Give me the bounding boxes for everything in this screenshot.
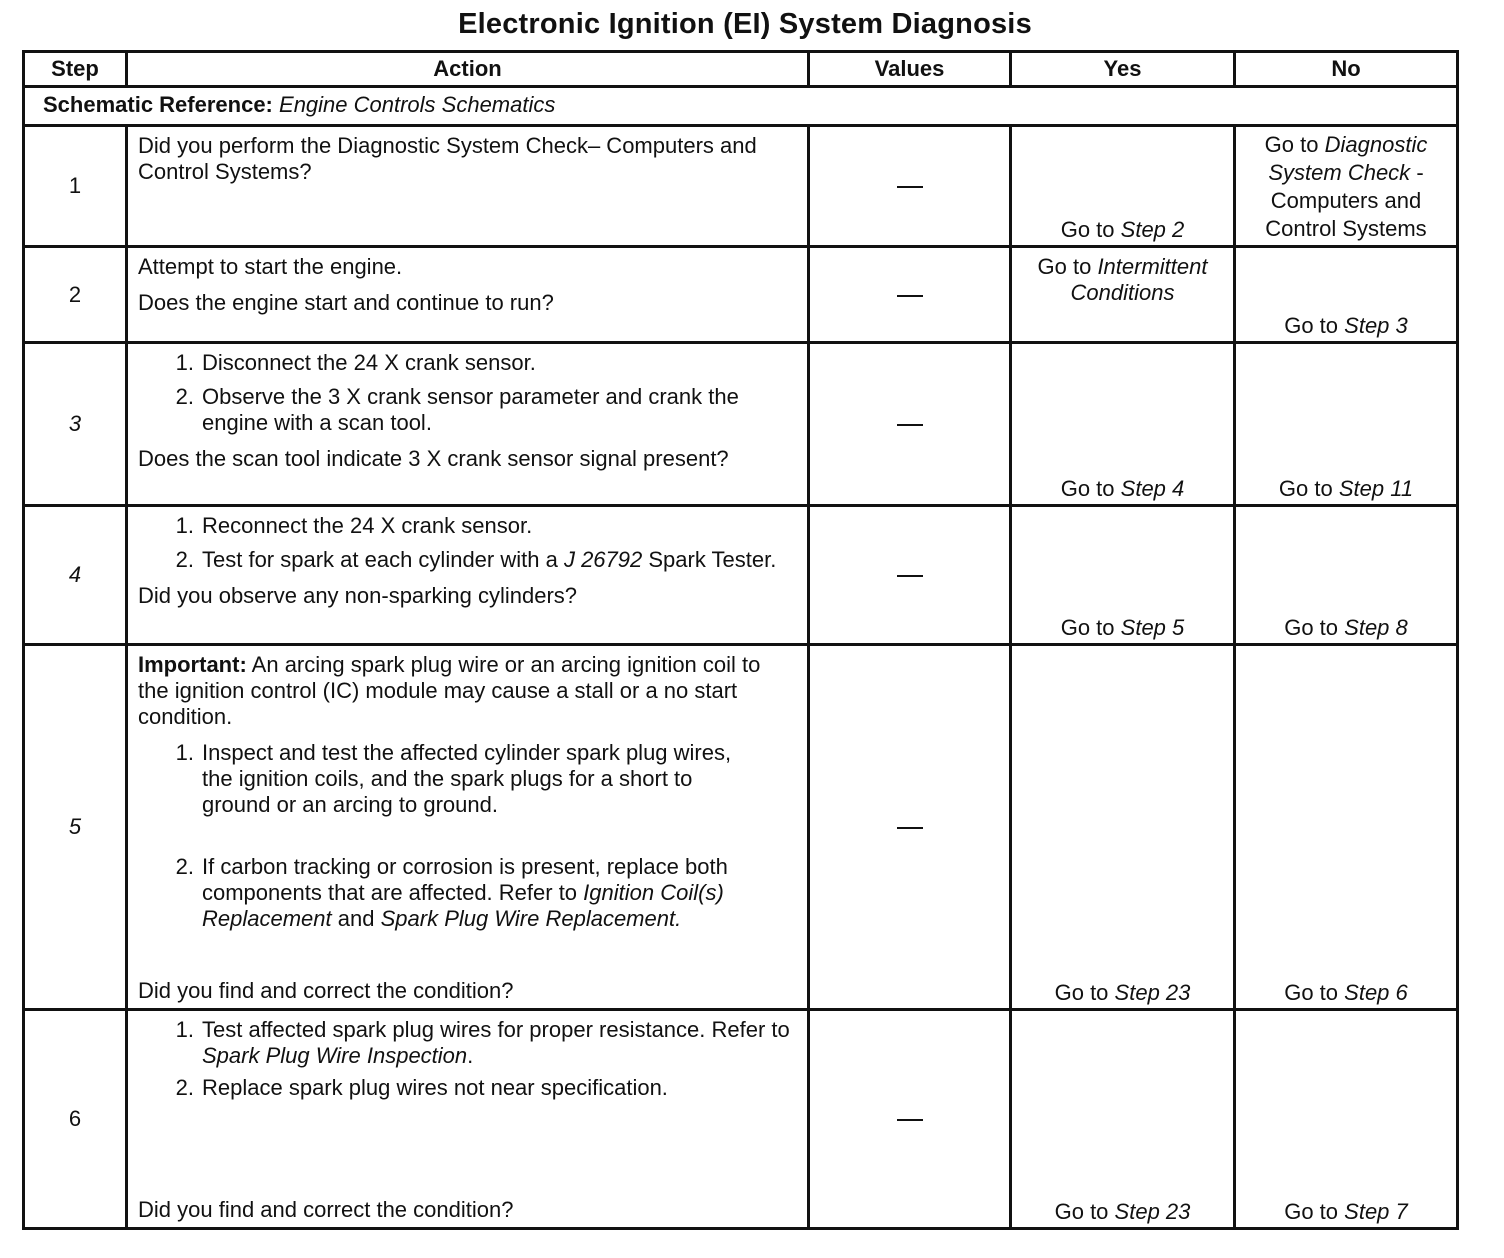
important-label: Important:	[138, 652, 247, 677]
action-cell	[127, 247, 809, 343]
no-cell: Go to Step 7	[1235, 1010, 1458, 1229]
action-question: Does the scan tool indicate 3 X crank sensor signal present?	[138, 446, 729, 471]
action-question: Did you observe any non-sparking cylinders?	[138, 583, 578, 608]
dash-mark	[897, 1119, 923, 1121]
list-item: 1. Disconnect the 24 X crank sensor.	[175, 350, 536, 375]
list-item: 2. Test for spark at each cylinder with a J 26792 Spark Tester.	[175, 547, 777, 572]
header-no: No	[1235, 52, 1458, 87]
schematic-reference	[24, 87, 1458, 126]
step-number: 5	[24, 645, 127, 1010]
step-number: 6	[24, 1010, 127, 1229]
no-link[interactable]: Step 11	[1338, 476, 1414, 501]
header-row	[24, 52, 1458, 87]
no-cell: Go to Step 6	[1235, 645, 1458, 1010]
yes-cell: Go to Step 4	[1011, 343, 1235, 506]
list-item: 2. If carbon tracking or corrosion is present, replace both components that are affected. Refer to Ignition Coil(s) Replacement and Spark Plug Wire Replacement.	[175, 854, 728, 931]
no-link[interactable]: Step 6	[1344, 980, 1408, 1005]
header-action: Action	[127, 52, 809, 87]
values-cell	[809, 1010, 1011, 1229]
diagnosis-table	[22, 50, 1459, 1230]
dash-mark	[897, 827, 923, 829]
table-row	[24, 343, 1458, 506]
action-cell	[127, 343, 809, 506]
action-cell	[127, 126, 809, 247]
list-item: 1. Test affected spark plug wires for proper resistance. Refer to Spark Plug Wire Inspection.	[175, 1017, 790, 1068]
table-row	[24, 247, 1458, 343]
header-yes: Yes	[1011, 52, 1235, 87]
schematic-row	[24, 87, 1458, 126]
values-cell	[809, 247, 1011, 343]
important-note: Important: An arcing spark plug wire or an arcing ignition coil to the ignition control (IC) module may cause a stall or a no start condition.	[138, 652, 761, 729]
action-question: Did you find and correct the condition?	[138, 978, 514, 1003]
yes-link[interactable]: Step 23	[1114, 980, 1191, 1005]
table-row	[24, 506, 1458, 645]
no-link[interactable]: Step 7	[1344, 1199, 1408, 1224]
action-cell	[127, 1010, 809, 1229]
yes-link[interactable]: Go to Intermittent Conditions	[1037, 254, 1208, 305]
action-text: Attempt to start the engine.	[138, 254, 403, 279]
step-number: 4	[24, 506, 127, 645]
values-cell	[809, 343, 1011, 506]
dash-mark	[897, 186, 923, 188]
yes-cell	[1011, 247, 1235, 343]
yes-link[interactable]: Step 23	[1114, 1199, 1191, 1224]
no-link[interactable]: Step 8	[1344, 615, 1408, 640]
values-cell	[809, 126, 1011, 247]
no-cell	[1235, 126, 1458, 247]
action-question: Did you find and correct the condition?	[138, 1197, 514, 1222]
schematic-label: Schematic Reference:	[43, 92, 273, 117]
table-row	[24, 645, 1458, 1010]
no-cell: Go to Step 11	[1235, 343, 1458, 506]
table-row	[24, 1010, 1458, 1229]
go-to-label: Go to	[1060, 217, 1115, 242]
no-cell: Go to Step 8	[1235, 506, 1458, 645]
list-item: 2. Replace spark plug wires not near specification.	[175, 1075, 668, 1100]
step-number: 1	[24, 126, 127, 247]
step-number: 2	[24, 247, 127, 343]
no-link[interactable]: Go to Diagnostic System Check - Computers and Control Systems	[1264, 132, 1428, 241]
no-link[interactable]: Step 3	[1344, 313, 1408, 338]
no-cell: Go to Step 3	[1235, 247, 1458, 343]
dash-mark	[897, 575, 923, 577]
header-values: Values	[809, 52, 1011, 87]
table-row	[24, 126, 1458, 247]
yes-link[interactable]: Step 2	[1120, 217, 1185, 242]
yes-link[interactable]: Step 5	[1120, 615, 1185, 640]
yes-cell: Go to Step 23	[1011, 645, 1235, 1010]
schematic-link[interactable]: Engine Controls Schematics	[279, 92, 556, 117]
step-number: 3	[24, 343, 127, 506]
action-question: Did you perform the Diagnostic System Check– Computers and Control Systems?	[138, 133, 757, 184]
list-item: 2. Observe the 3 X crank sensor parameter and crank the engine with a scan tool.	[175, 384, 739, 435]
action-question: Does the engine start and continue to run?	[138, 290, 554, 315]
page-title: Electronic Ignition (EI) System Diagnosis	[458, 8, 1032, 40]
list-item: 1. Inspect and test the affected cylinder spark plug wires, the ignition coils, and the spark plugs for a short to ground or an arcing to ground.	[175, 740, 732, 817]
action-cell	[127, 645, 809, 1010]
dash-mark	[897, 295, 923, 297]
yes-link[interactable]: Step 4	[1120, 476, 1185, 501]
list-item: 1. Reconnect the 24 X crank sensor.	[175, 513, 533, 538]
action-cell	[127, 506, 809, 645]
values-cell	[809, 506, 1011, 645]
dash-mark	[897, 424, 923, 426]
yes-cell	[1011, 126, 1235, 247]
values-cell	[809, 645, 1011, 1010]
yes-cell: Go to Step 23	[1011, 1010, 1235, 1229]
yes-cell: Go to Step 5	[1011, 506, 1235, 645]
header-step: Step	[24, 52, 127, 87]
